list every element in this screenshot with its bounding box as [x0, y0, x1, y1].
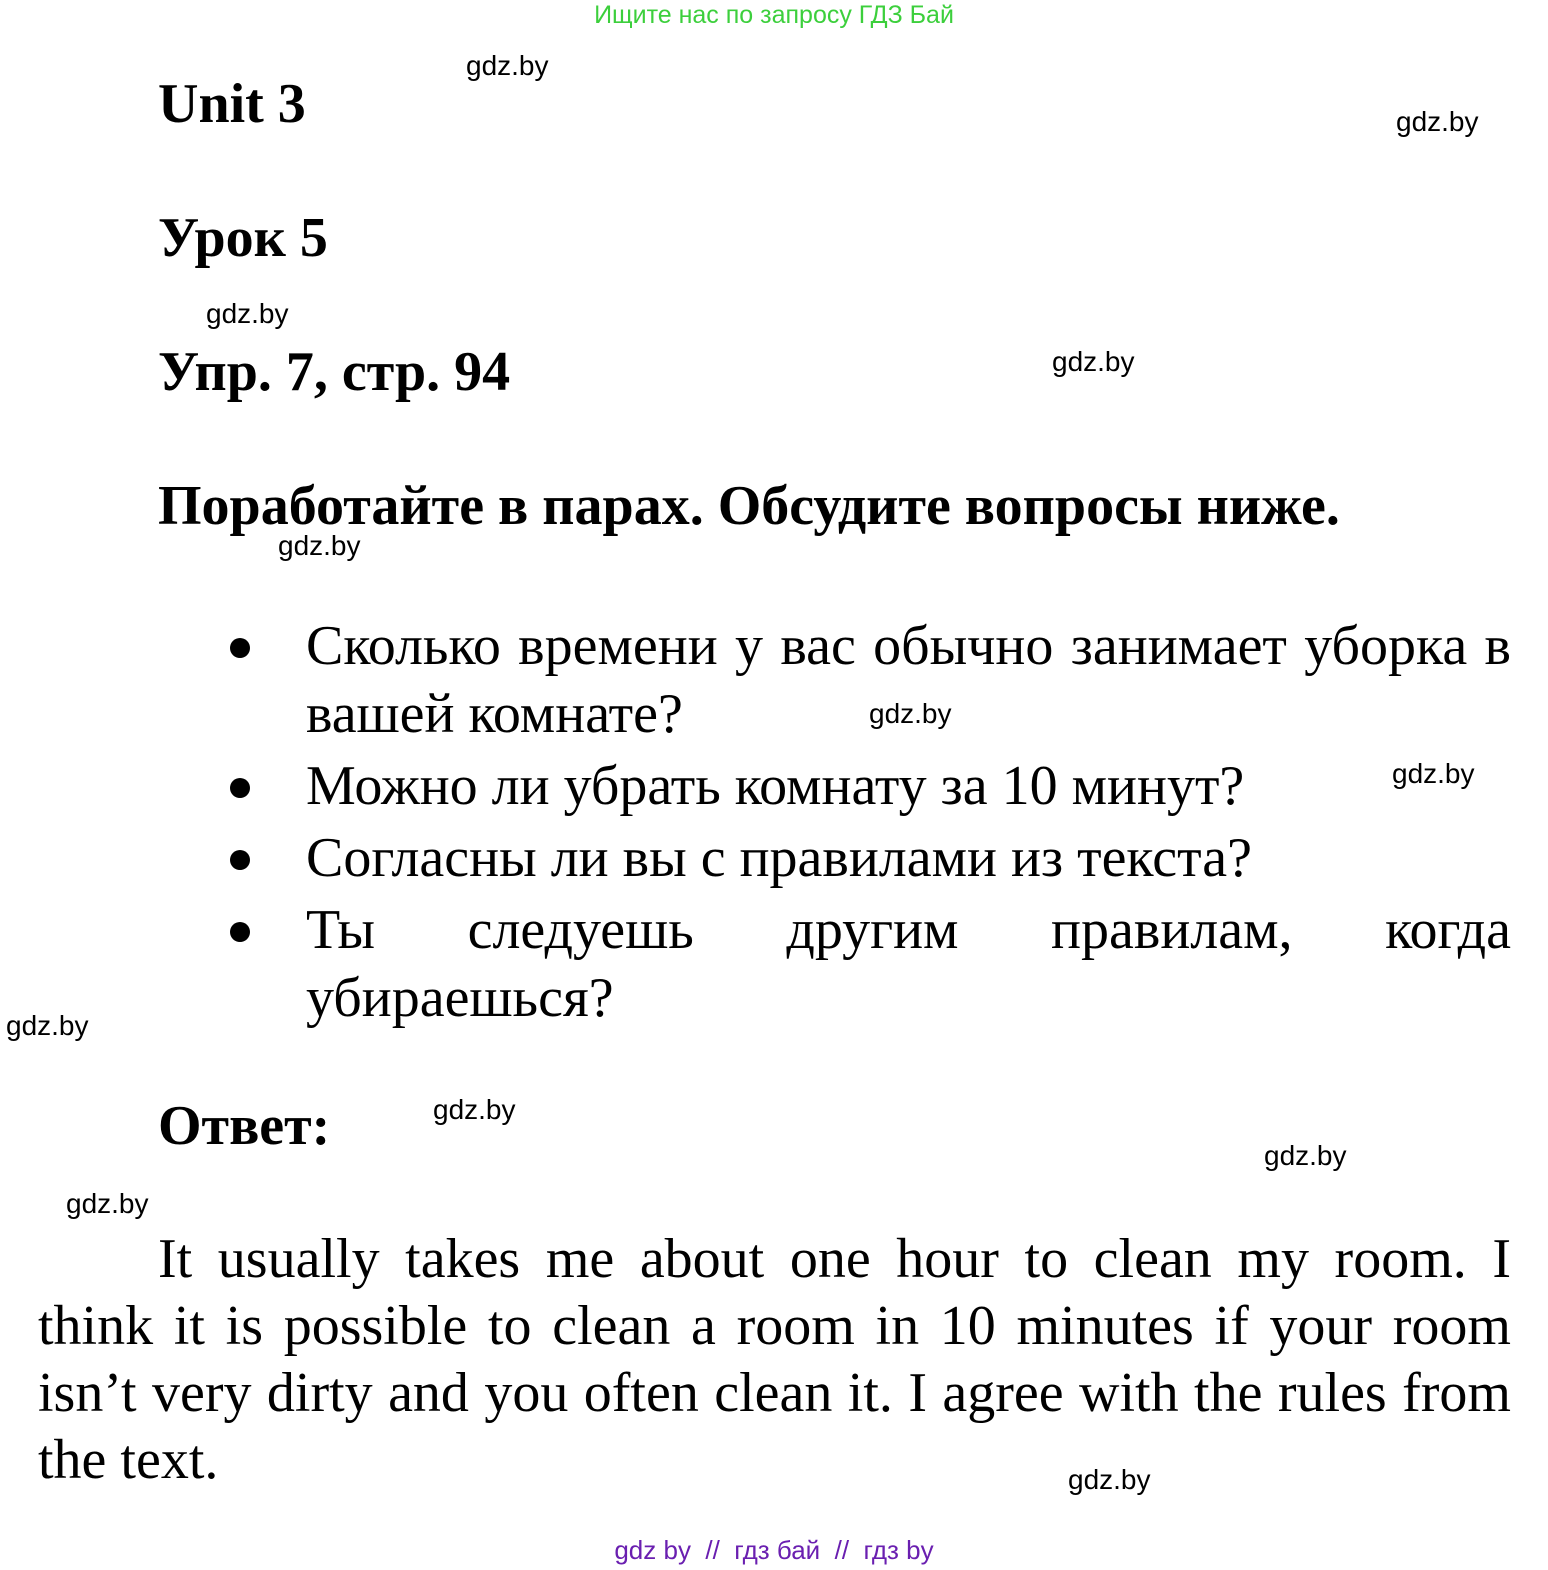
watermark: gdz.by [1052, 346, 1135, 377]
exercise-heading: Упр. 7, стр. 94 [158, 341, 511, 403]
question-text: Сколько времени у вас обычно занимает уборка в вашей комнате? [306, 615, 1511, 745]
watermark: gdz.by [6, 1010, 89, 1041]
bullet-icon [230, 850, 250, 870]
task-instruction: Поработайте в парах. Обсудите вопросы ниже. [158, 475, 1340, 537]
bullet-icon [230, 638, 250, 658]
answer-heading: Ответ: [158, 1095, 331, 1157]
watermark: gdz.by [466, 50, 549, 81]
watermark: gdz.by [66, 1188, 149, 1219]
question-item [230, 896, 1511, 1032]
bullet-icon [230, 778, 250, 798]
watermark: gdz.by [1392, 758, 1475, 789]
question-text: Ты следуешь другим правилам, когда убираешься? [306, 899, 1511, 1029]
watermark: gdz.by [278, 530, 361, 561]
watermark: gdz.by [1264, 1140, 1347, 1171]
watermark: gdz.by [206, 298, 289, 329]
question-item [230, 752, 1511, 820]
bullet-icon [230, 922, 250, 942]
question-item [230, 824, 1511, 892]
answer-paragraph: It usually takes me about one hour to clean my room. I think it is possible to clean a room in 10 minutes if your room isn’t very dirty and you often clean it. I agree with the rules from the text. [38, 1228, 1511, 1491]
question-text: Согласны ли вы с правилами из текста? [306, 827, 1252, 889]
question-list [230, 612, 1511, 1036]
lesson-heading: Урок 5 [158, 207, 328, 269]
watermark: gdz.by [869, 698, 952, 729]
watermark: gdz.by [1068, 1464, 1151, 1495]
footer-links: gdz by // гдз бай // гдз by [614, 1535, 934, 1565]
question-text: Можно ли убрать комнату за 10 минут? [306, 755, 1245, 817]
unit-heading: Unit 3 [158, 73, 306, 135]
watermark: gdz.by [433, 1094, 516, 1125]
watermark: gdz.by [1396, 106, 1479, 137]
top-banner: Ищите нас по запросу ГДЗ Бай [594, 1, 954, 29]
